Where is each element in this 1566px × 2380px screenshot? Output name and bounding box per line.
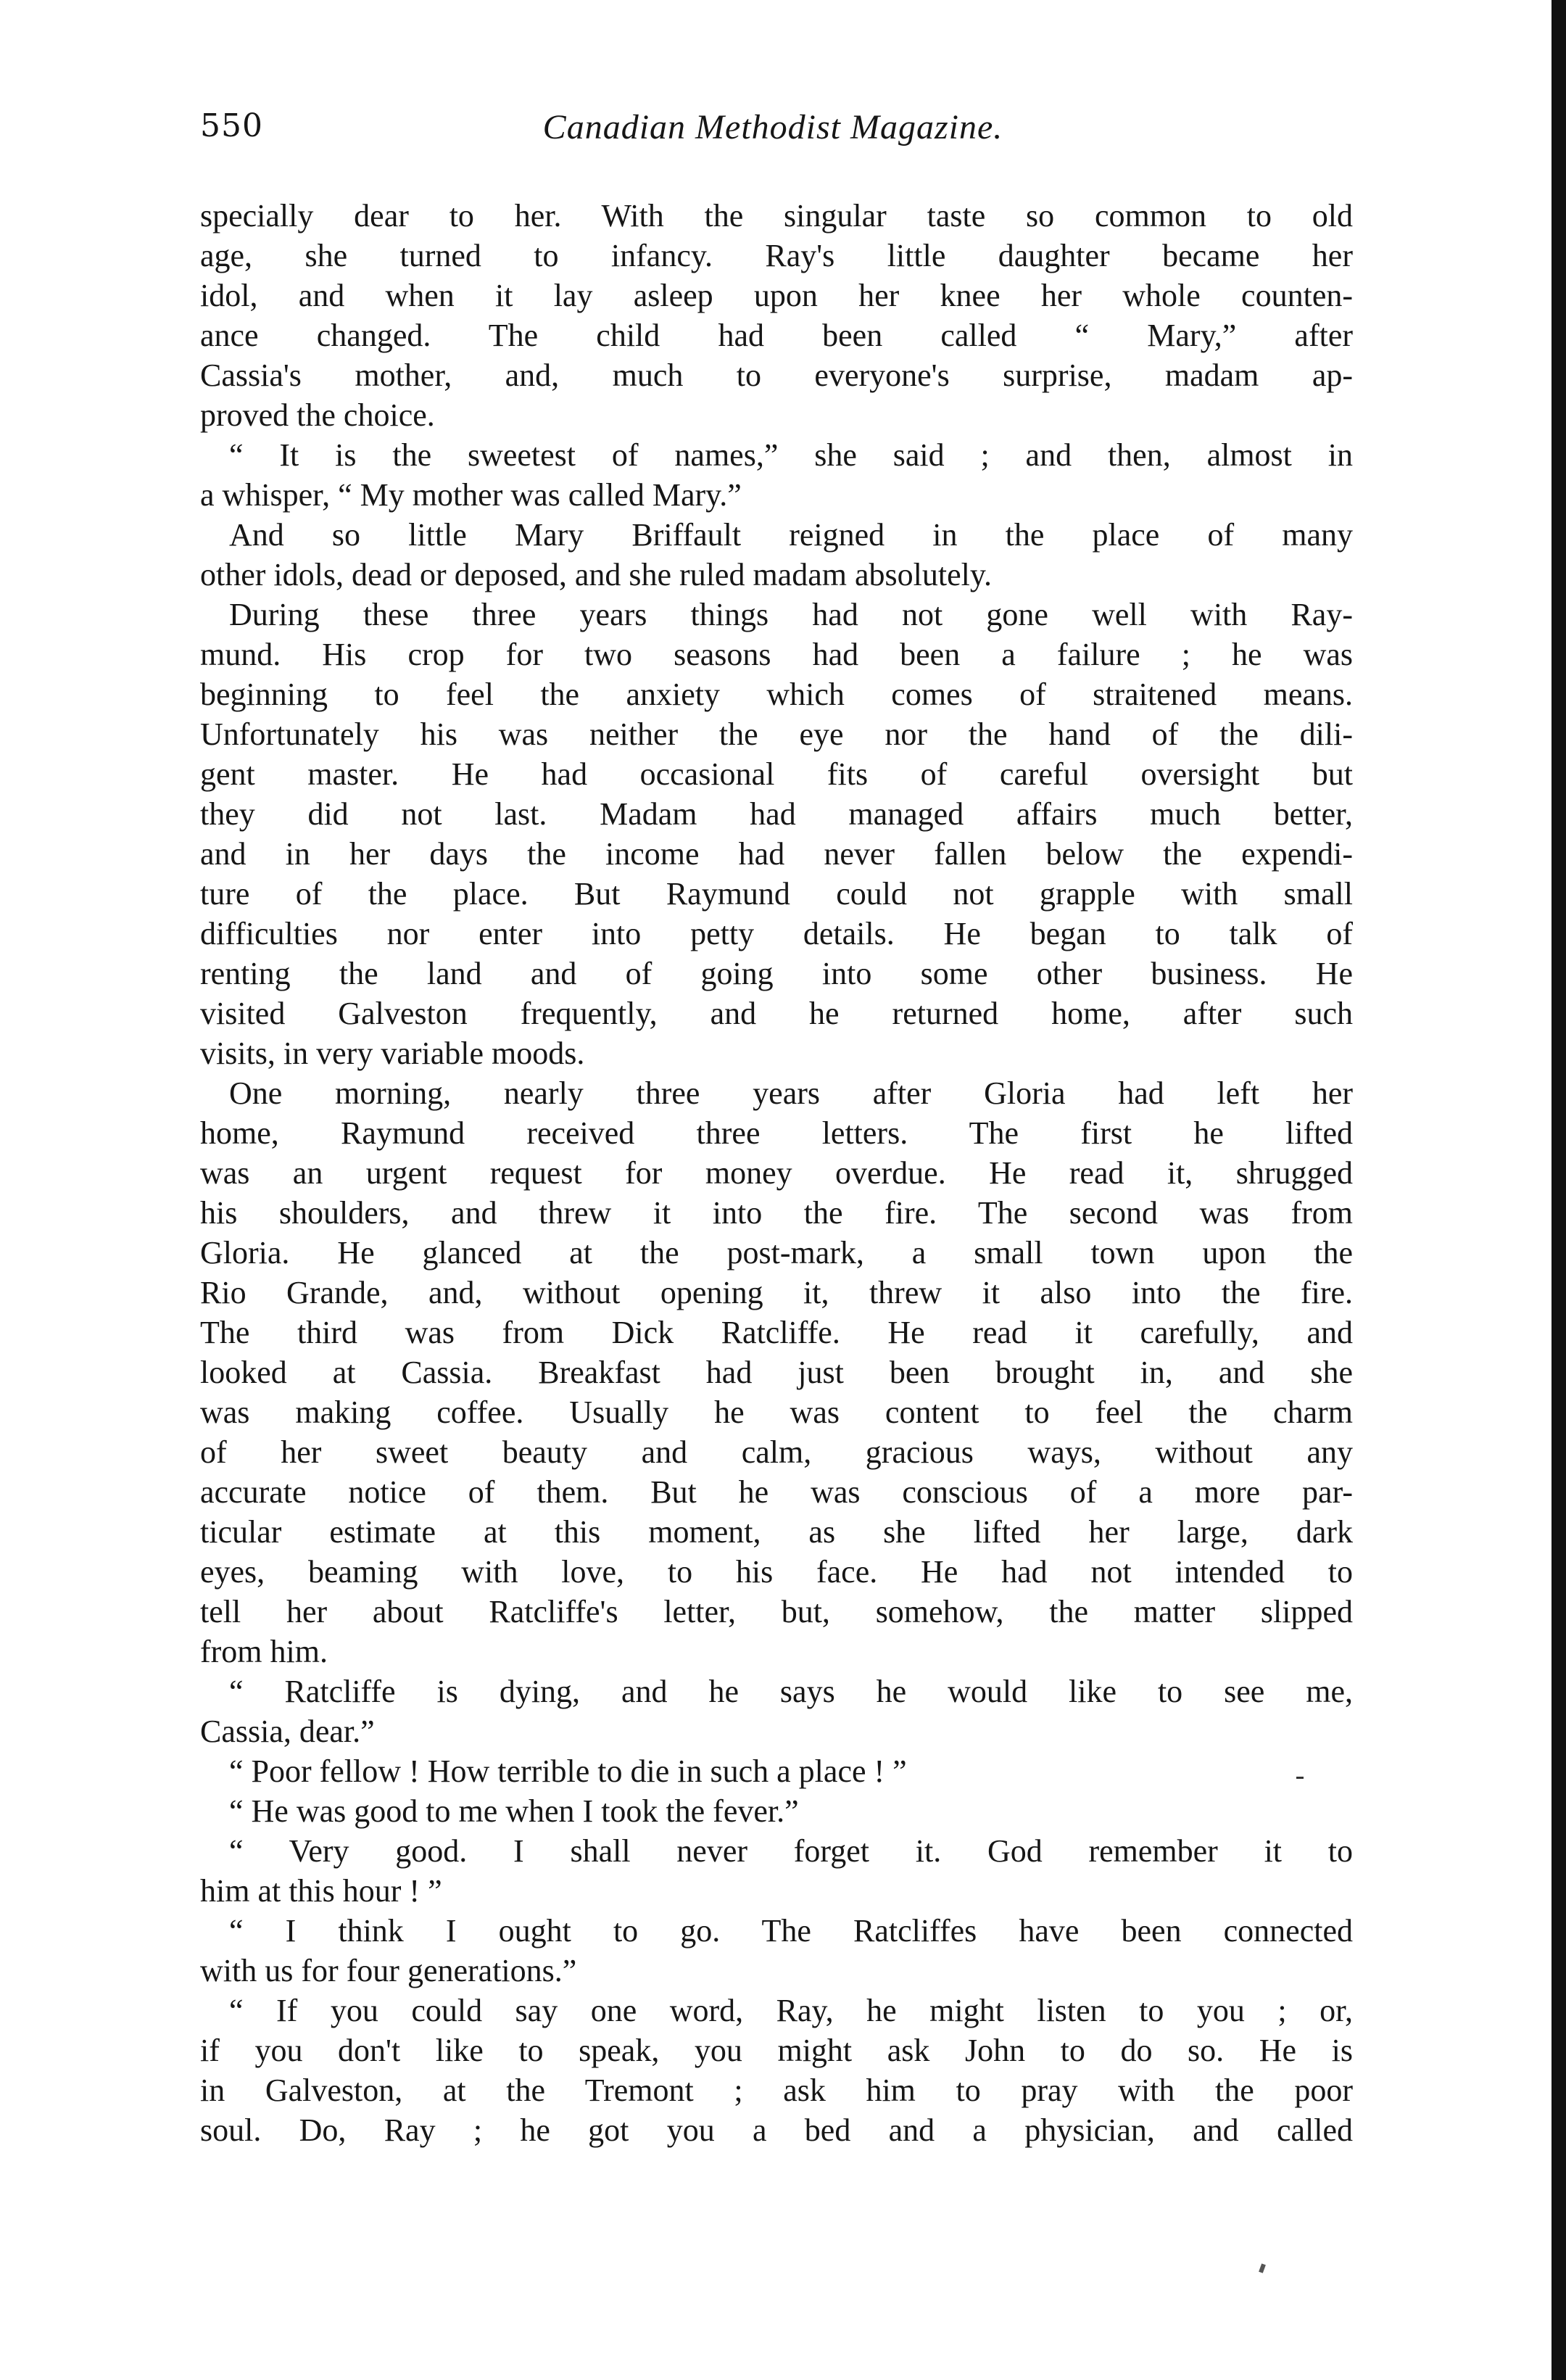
text-line: “ Ratcliffe is dying, and he says he would like to see me, [229, 1674, 1353, 1709]
text-line: ticular estimate at this moment, as she lifted her large, dark [200, 1514, 1353, 1550]
text-line: “ It is the sweetest of names,” she said ; and then, almost in [229, 437, 1353, 473]
text-line: him at this hour ! ” [200, 1873, 442, 1909]
text-line: age, she turned to infancy. Ray's little daughter became her [200, 238, 1353, 273]
text-line: “ Very good. I shall never forget it. God remember it to [229, 1833, 1353, 1869]
text-line: visits, in very variable moods. [200, 1036, 585, 1071]
text-line: gent master. He had occasional fits of careful oversight but [200, 756, 1353, 792]
text-line: a whisper, “ My mother was called Mary.” [200, 477, 742, 513]
text-line: The third was from Dick Ratcliffe. He read it carefully, and [200, 1315, 1353, 1350]
text-line: if you don't like to speak, you might ask John to do so. He is [200, 2033, 1353, 2068]
text-line: his shoulders, and threw it into the fire. The second was from [200, 1195, 1353, 1231]
text-line: Cassia, dear.” [200, 1714, 375, 1749]
text-line: renting the land and of going into some other business. He [200, 956, 1353, 991]
text-line: difficulties nor enter into petty details. He began to talk of [200, 916, 1353, 951]
text-line: “ Poor fellow ! How terrible to die in such a place ! ” [229, 1753, 907, 1789]
text-line: with us for four generations.” [200, 1953, 577, 1988]
text-line: was making coffee. Usually he was content to feel the charm [200, 1394, 1353, 1430]
body-text [200, 196, 1353, 2150]
text-line: accurate notice of them. But he was conscious of a more par- [200, 1474, 1353, 1510]
stray-mark [1296, 1777, 1304, 1779]
journal-title: Canadian Methodist Magazine. [542, 108, 1003, 146]
text-line: Rio Grande, and, without opening it, threw it also into the fire. [200, 1275, 1353, 1310]
text-line: ture of the place. But Raymund could not grapple with small [200, 876, 1353, 912]
text-line: specially dear to her. With the singular taste so common to old [200, 198, 1353, 234]
text-line: soul. Do, Ray ; he got you a bed and a physician, and called [200, 2112, 1353, 2148]
stray-mark [1259, 2263, 1266, 2273]
text-line: looked at Cassia. Breakfast had just been brought in, and she [200, 1355, 1353, 1390]
text-line: they did not last. Madam had managed affairs much better, [200, 796, 1353, 832]
text-line: was an urgent request for money overdue. He read it, shrugged [200, 1155, 1353, 1191]
text-line: visited Galveston frequently, and he returned home, after such [200, 996, 1353, 1031]
text-line: other idols, dead or deposed, and she ruled madam absolutely. [200, 557, 992, 592]
text-line: “ If you could say one word, Ray, he might listen to you ; or, [229, 1993, 1353, 2028]
text-line: One morning, nearly three years after Gloria had left her [229, 1075, 1353, 1111]
text-line: beginning to feel the anxiety which comes of straitened means. [200, 677, 1353, 712]
page-edge-shadow [1552, 0, 1566, 2380]
text-line: in Galveston, at the Tremont ; ask him to pray with the poor [200, 2073, 1353, 2108]
text-line: of her sweet beauty and calm, gracious ways, without any [200, 1434, 1353, 1470]
text-line: Cassia's mother, and, much to everyone's surprise, madam ap- [200, 358, 1353, 393]
running-head [200, 107, 1346, 161]
text-line: “ He was good to me when I took the fever.” [229, 1793, 799, 1829]
page-number: 550 [200, 107, 263, 144]
text-line: eyes, beaming with love, to his face. He had not intended to [200, 1554, 1353, 1590]
text-line: mund. His crop for two seasons had been a failure ; he was [200, 637, 1353, 672]
text-line: “ I think I ought to go. The Ratcliffes have been connected [229, 1913, 1353, 1949]
text-line: and in her days the income had never fallen below the expendi- [200, 836, 1353, 872]
text-line: from him. [200, 1634, 328, 1669]
text-line: tell her about Ratcliffe's letter, but, somehow, the matter slipped [200, 1594, 1353, 1629]
text-line: proved the choice. [200, 397, 435, 433]
text-line: ance changed. The child had been called “ Mary,” after [200, 318, 1353, 353]
text-line: idol, and when it lay asleep upon her knee her whole counten- [200, 278, 1353, 313]
text-line: home, Raymund received three letters. The first he lifted [200, 1115, 1353, 1151]
text-line: Gloria. He glanced at the post-mark, a small town upon the [200, 1235, 1353, 1270]
text-line: Unfortunately his was neither the eye nor the hand of the dili- [200, 716, 1353, 752]
text-line: During these three years things had not gone well with Ray- [229, 597, 1353, 632]
text-line: And so little Mary Briffault reigned in the place of many [229, 517, 1353, 553]
